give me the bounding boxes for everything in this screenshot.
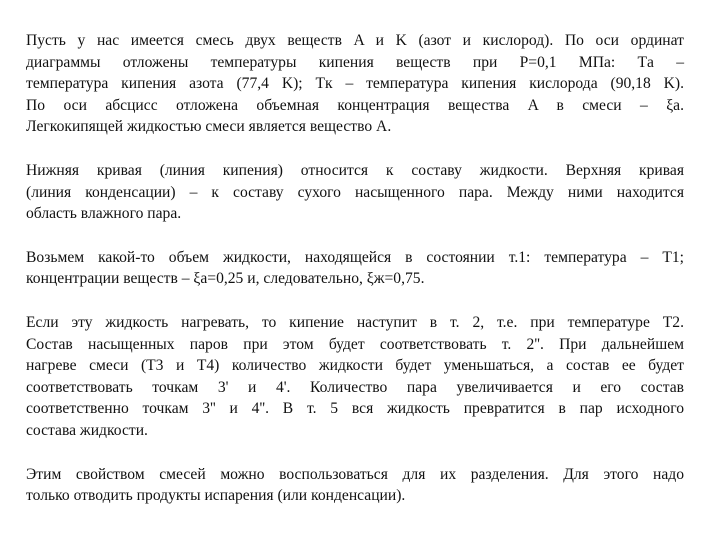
- paragraph-mixture-intro: [26, 30, 684, 138]
- paragraph-curves: [26, 160, 684, 225]
- text-line: По оси абсцисс отложена объемная концентрация вещества A в смеси – ξа.: [26, 96, 684, 114]
- text-line: соответственно точкам 3'' и 4''. В т. 5 вся жидкость превратится в пар исходного: [26, 400, 684, 418]
- text-line: Легкокипящей жидкостью смеси является вещество A.: [26, 118, 392, 136]
- text-line: область влажного пара.: [26, 205, 182, 223]
- text-line: (линия конденсации) – к составу сухого насыщенного пара. Между ними находится: [26, 183, 684, 201]
- text-line: диаграммы отложены температуры кипения веществ при P=0,1 МПа: Tа –: [26, 53, 684, 71]
- text-line: Нижняя кривая (линия кипения) относится к составу жидкости. Верхняя кривая: [26, 161, 684, 179]
- text-line: соответствовать точкам 3' и 4'. Количество пара увеличивается и его состав: [26, 378, 684, 396]
- text-line: нагреве смеси (T3 и T4) количество жидкости будет уменьшаться, а состав ее будет: [26, 357, 684, 375]
- text-line: Если эту жидкость нагревать, то кипение наступит в т. 2, т.е. при температуре T2.: [26, 313, 684, 331]
- paragraph-heating: [26, 312, 684, 442]
- paragraph-liquid-state: [26, 247, 684, 290]
- text-line: концентрации веществ – ξа=0,25 и, следовательно, ξж=0,75.: [26, 270, 425, 288]
- text-line: только отводить продукты испарения (или конденсации).: [26, 487, 406, 505]
- text-line: Этим свойством смесей можно воспользоваться для их разделения. Для этого надо: [26, 465, 684, 483]
- text-line: Состав насыщенных паров при этом будет соответствовать т. 2''. При дальнейшем: [26, 335, 684, 353]
- text-line: температура кипения азота (77,4 K); Tк – температура кипения кислорода (90,18 K).: [26, 75, 684, 93]
- text-line: состава жидкости.: [26, 421, 148, 439]
- paragraph-separation: [26, 464, 684, 507]
- text-line: Возьмем какой-то объем жидкости, находящейся в состоянии т.1: температура – T1;: [26, 248, 684, 266]
- text-line: Пусть у нас имеется смесь двух веществ A и K (азот и кислород). По оси ординат: [26, 32, 684, 49]
